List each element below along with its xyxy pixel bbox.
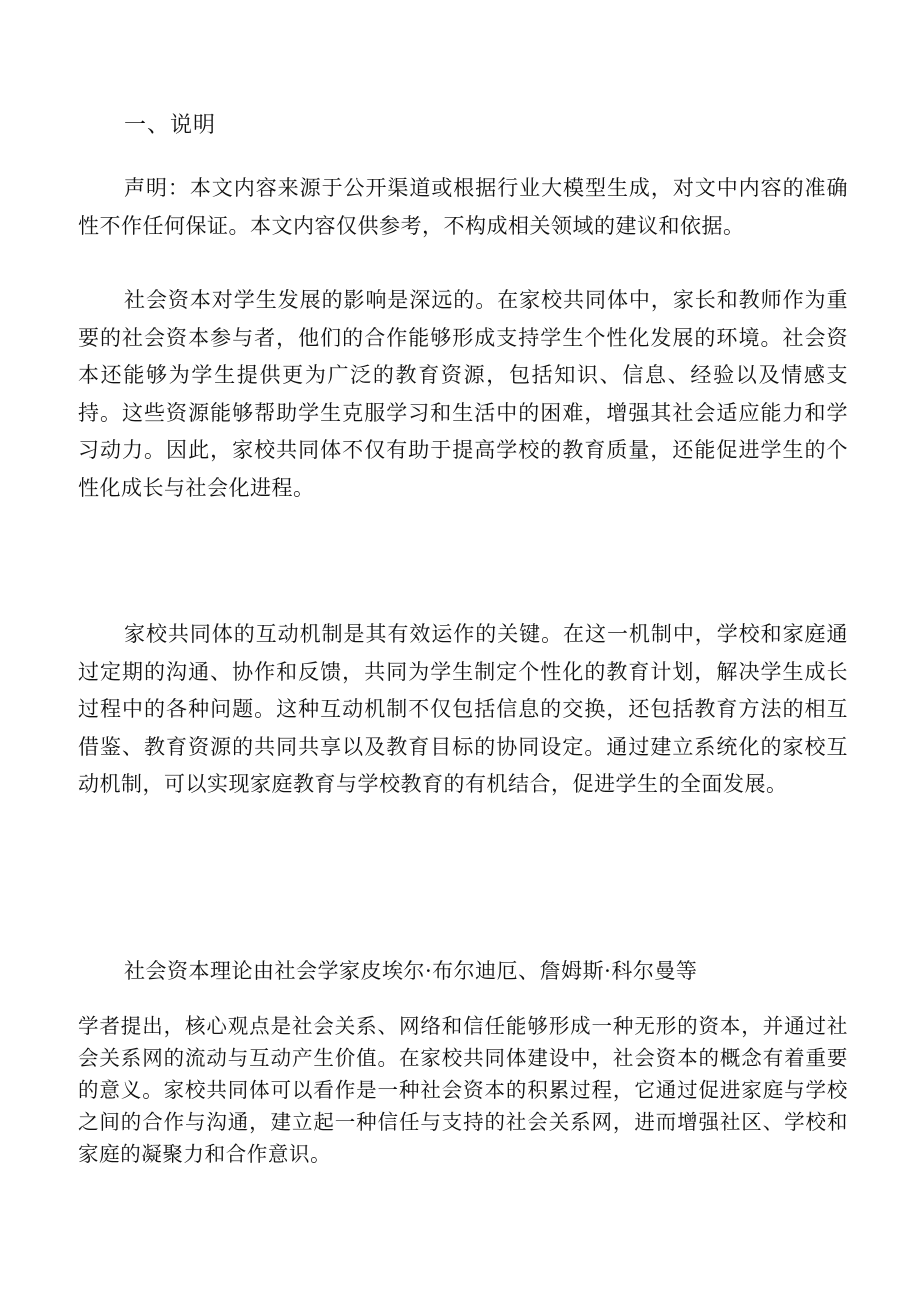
body-paragraph-social-capital-impact: 社会资本对学生发展的影响是深远的。在家校共同体中，家长和教师作为重要的社会资本参与者，他们的合作能够形成支持学生个性化发展的环境。社会资本还能够为学生提供更为广泛的教育资源，包括知识、信息、经验以及情感支持。这些资源能够帮助学生克服学习和生活中的困难，增强其社会适应能力和学习动力。因此，家校共同体不仅有助于提高学校的教育质量，还能促进学生的个性化成长与社会化进程。 [78,288,848,500]
body-paragraph-theory-continued: 学者提出，核心观点是社会关系、网络和信任能够形成一种无形的资本，并通过社会关系网的流动与互动产生价值。在家校共同体建设中，社会资本的概念有着重要的意义。家校共同体可以看作是一种社会资本的积累过程，它通过促进家庭与学校之间的合作与沟通，建立起一种信任与支持的社会关系网，进而增强社区、学校和家庭的凝聚力和合作意识。 [78,1014,848,1166]
disclaimer-paragraph: 声明：本文内容来源于公开渠道或根据行业大模型生成，对文中内容的准确性不作任何保证。本文内容仅供参考，不构成相关领域的建议和依据。 [78,176,848,238]
body-paragraph-theory-intro: 社会资本理论由社会学家皮埃尔·布尔迪厄、詹姆斯·科尔曼等 [124,959,698,983]
section-heading: 一、说明 [124,113,217,138]
body-paragraph-interaction-mechanism: 家校共同体的互动机制是其有效运作的关键。在这一机制中，学校和家庭通过定期的沟通、协作和反馈，共同为学生制定个性化的教育计划，解决学生成长过程中的各种问题。这种互动机制不仅包括信息的交换，还包括教育方法的相互借鉴、教育资源的共同共享以及教育目标的协同设定。通过建立系统化的家校互动机制，可以实现家庭教育与学校教育的有机结合，促进学生的全面发展。 [78,622,848,796]
